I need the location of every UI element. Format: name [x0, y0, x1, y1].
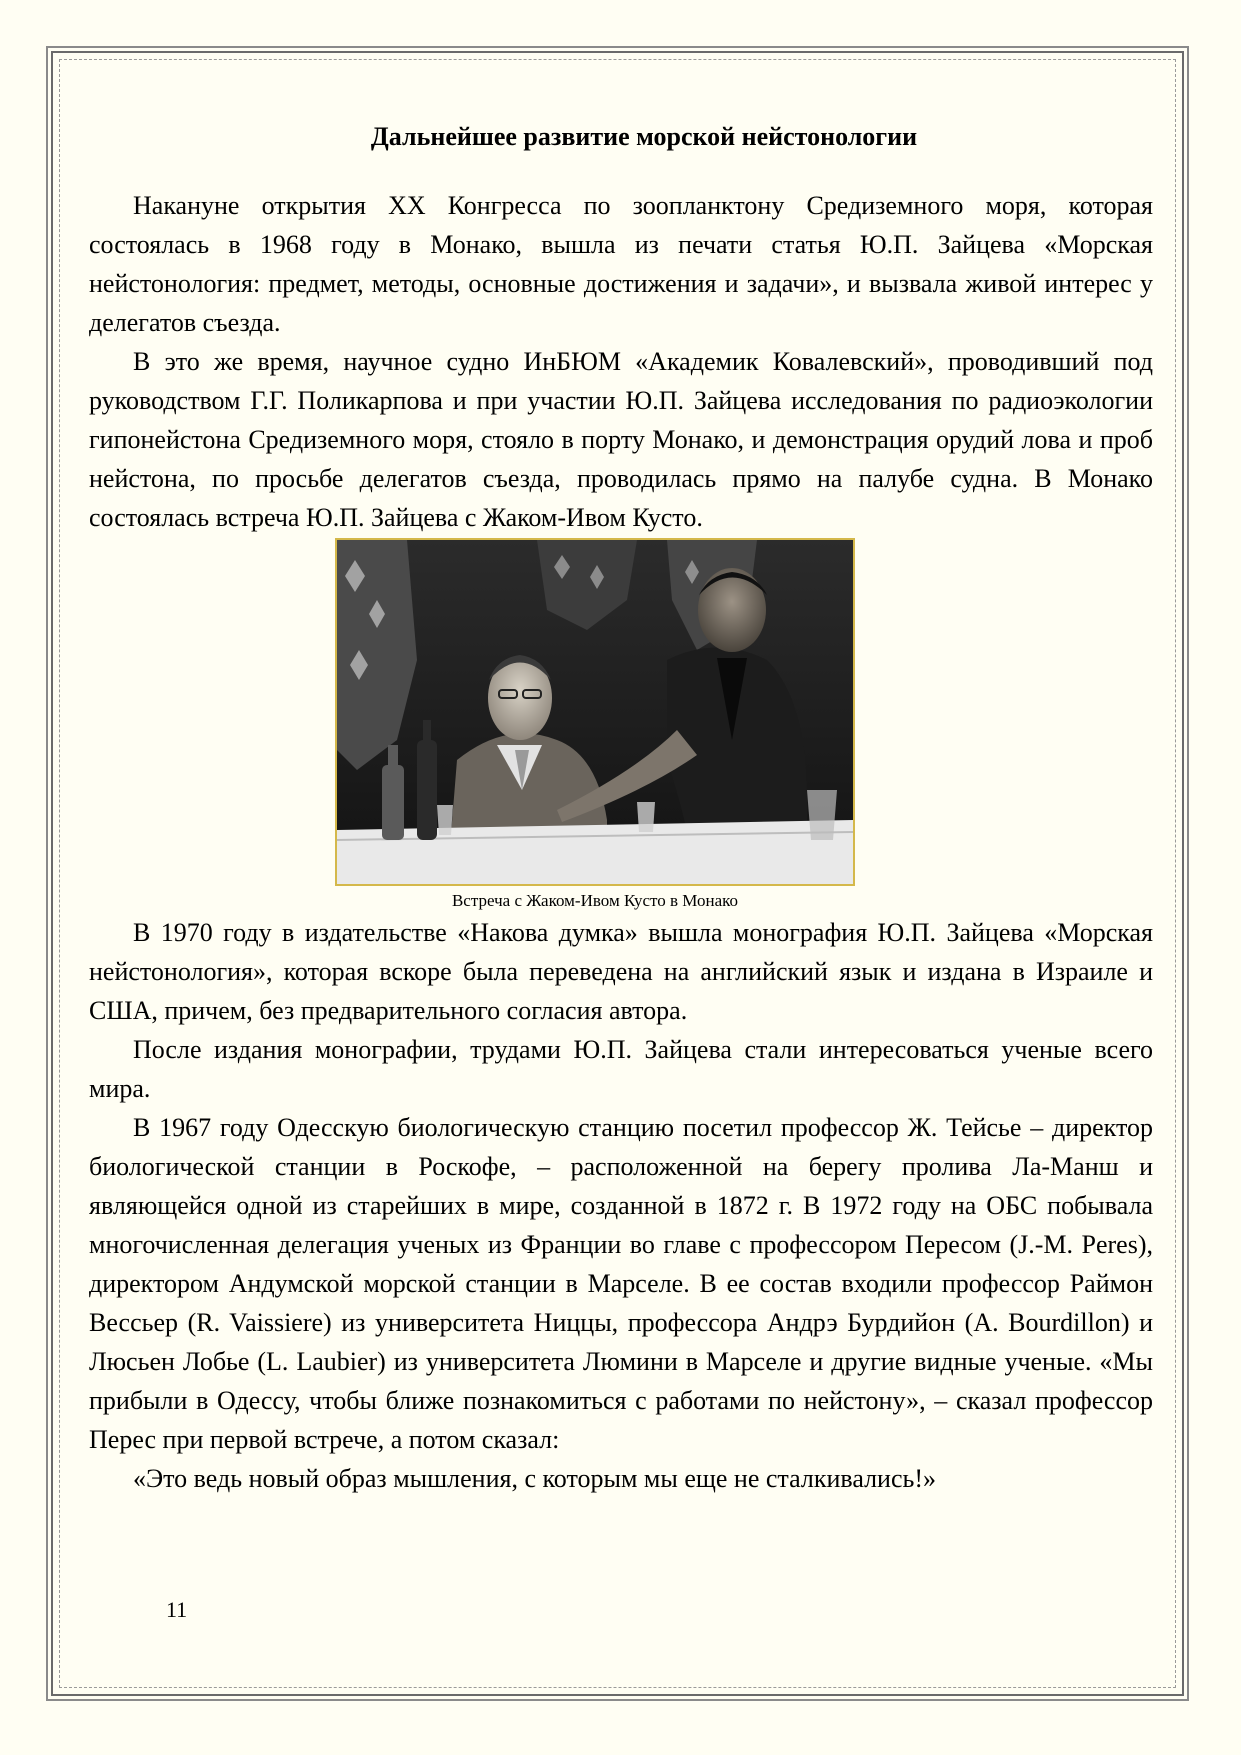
figure — [335, 538, 855, 913]
paragraph-quote: «Это ведь новый образ мышления, с которым мы еще не сталкивались!» — [133, 1464, 937, 1493]
photo-cousteau-meeting — [335, 538, 855, 886]
paragraph-congress: Накануне открытия XX Конгресса по зоопланктону Средиземного моря, которая состоялась в 1968 году в Монако, вышла из печати статья Ю.П. Зайцева «Морская нейстонология: предмет, методы, основные достижения и задачи», и вызвала живой интерес у делегатов съезда. — [89, 191, 1153, 337]
paragraph-monograph: В 1970 году в издательстве «Накова думка» вышла монография Ю.П. Зайцева «Морская нейстонология», которая вскоре была переведена на английский язык и издана в Израиле и США, причем, без предварительного согласия автора. — [89, 918, 1153, 1025]
photo-caption: Встреча с Жаком-Ивом Кусто в Монако — [451, 891, 739, 910]
document-body — [89, 118, 1153, 1498]
paragraph-interest: После издания монографии, трудами Ю.П. Зайцева стали интересоваться ученые всего мира. — [89, 1035, 1153, 1103]
paragraph-research-vessel: В это же время, научное судно ИнБЮМ «Академик Ковалевский», проводивший под руководством Г.Г. Поликарпова и при участии Ю.П. Зайцева исследования по радиоэкологии гипонейстона Средиземного моря, стояло в порту Монако, и демонстрация орудий лова и проб нейстона, по просьбе делегатов съезда, проводилась прямо на палубе судна. В Монако состоялась встреча Ю.П. Зайцева с Жаком-Ивом Кусто. — [89, 347, 1153, 532]
paragraph-french-delegation: В 1967 году Одесскую биологическую станцию посетил профессор Ж. Тейсье – директор биологической станции в Роскофе, – расположенной на берегу пролива Ла-Манш и являющейся одной из старейших в мире, созданной в 1872 г. В 1972 году на ОБС побывала многочисленная делегация ученых из Франции во главе с профессором Пересом (J.-M. Peres), директором Андумской морской станции в Марселе. В ее состав входили профессор Раймон Вессьер (R. Vaissiere) из университета Ниццы, профессора Андрэ Бурдийон (A. Bourdillon) и Люсьен Лобье (L. Laubier) из университета Люмини в Марселе и другие видные ученые. «Мы прибыли в Одессу, чтобы ближе познакомиться с работами по нейстону», – сказал профессор Перес при первой встрече, а потом сказал: — [89, 1113, 1153, 1454]
page-number: 11 — [166, 1597, 188, 1622]
page-title: Дальнейшее развитие морской нейстонологии — [370, 122, 918, 151]
